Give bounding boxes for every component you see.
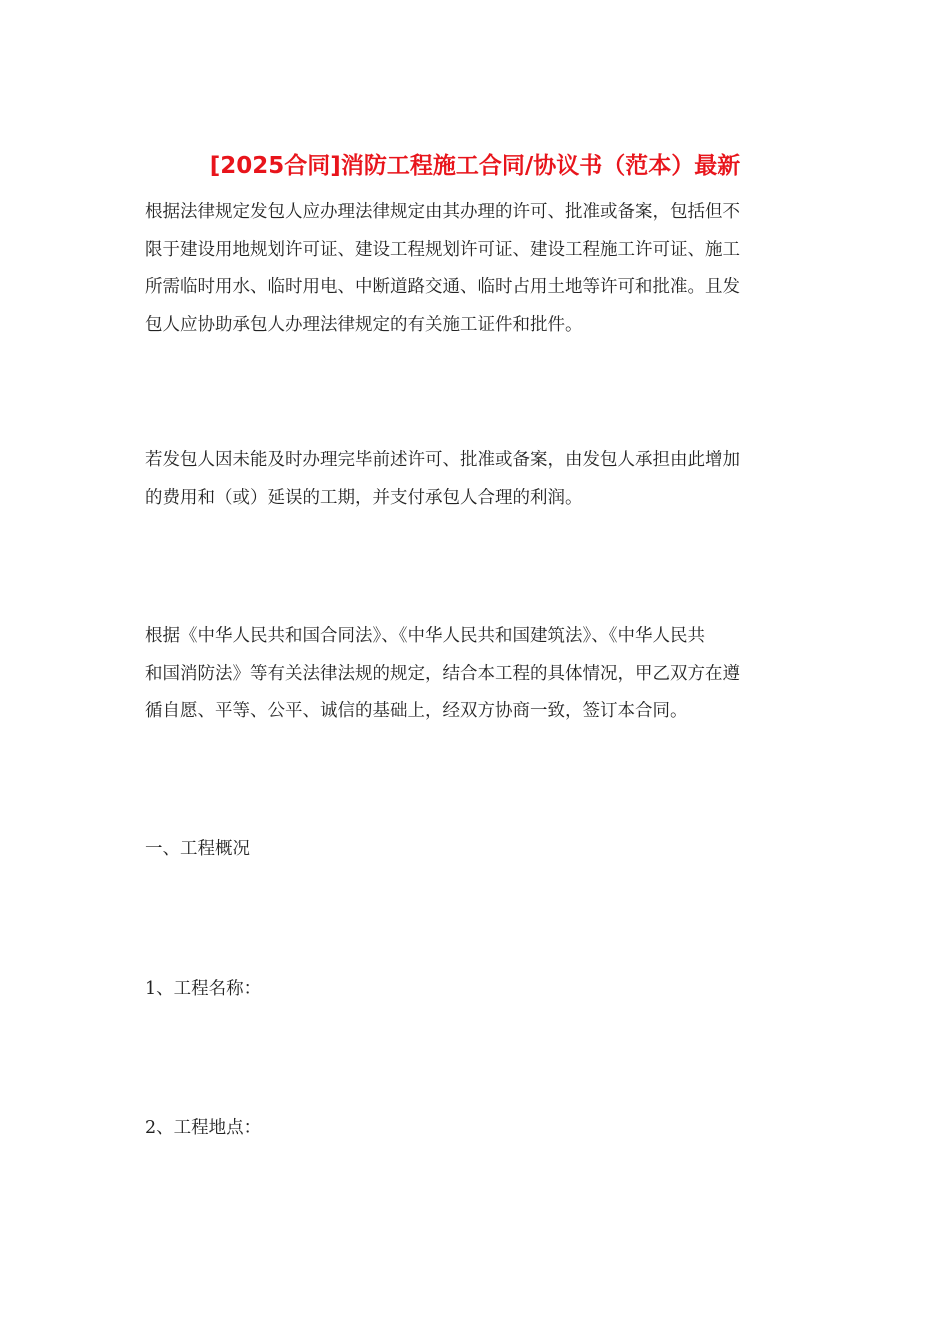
paragraph-legal-basis	[145, 618, 805, 731]
paragraph-line: 根据《中华人民共和国合同法》、《中华人民共和国建筑法》、《中华人民共	[145, 626, 705, 646]
section-heading-text: 一、工程概况	[145, 839, 250, 859]
paragraph-line: 若发包人因未能及时办理完毕前述许可、批准或备案，由发包人承担由此增加	[145, 450, 740, 470]
paragraph-line: 根据法律规定发包人应办理法律规定由其办理的许可、批准或备案，包括但不	[145, 202, 740, 222]
paragraph-line: 包人应协助承包人办理法律规定的有关施工证件和批件。	[145, 314, 583, 335]
paragraph-line: 循自愿、平等、公平、诚信的基础上，经双方协商一致，签订本合同。	[145, 701, 688, 721]
paragraph-line: 的费用和（或）延误的工期，并支付承包人合理的利润。	[145, 487, 583, 508]
item-project-name	[145, 971, 805, 1009]
document-title: [2025合同]消防工程施工合同/协议书（范本）最新	[209, 153, 741, 179]
item-text: 2、工程地点：	[145, 1118, 262, 1138]
paragraph-delay-liability	[145, 442, 805, 517]
paragraph-line: 所需临时用水、临时用电、中断道路交通、临时占用土地等许可和批准。且发	[145, 277, 740, 297]
paragraph-line: 限于建设用地规划许可证、建设工程规划许可证、建设工程施工许可证、施工	[145, 239, 740, 260]
item-project-location	[145, 1110, 805, 1148]
paragraph-permits	[145, 194, 805, 344]
section-heading-project-overview	[145, 831, 805, 869]
paragraph-line: 和国消防法》等有关法律法规的规定，结合本工程的具体情况，甲乙双方在遵	[145, 663, 740, 684]
item-text: 1、工程名称：	[145, 979, 262, 999]
